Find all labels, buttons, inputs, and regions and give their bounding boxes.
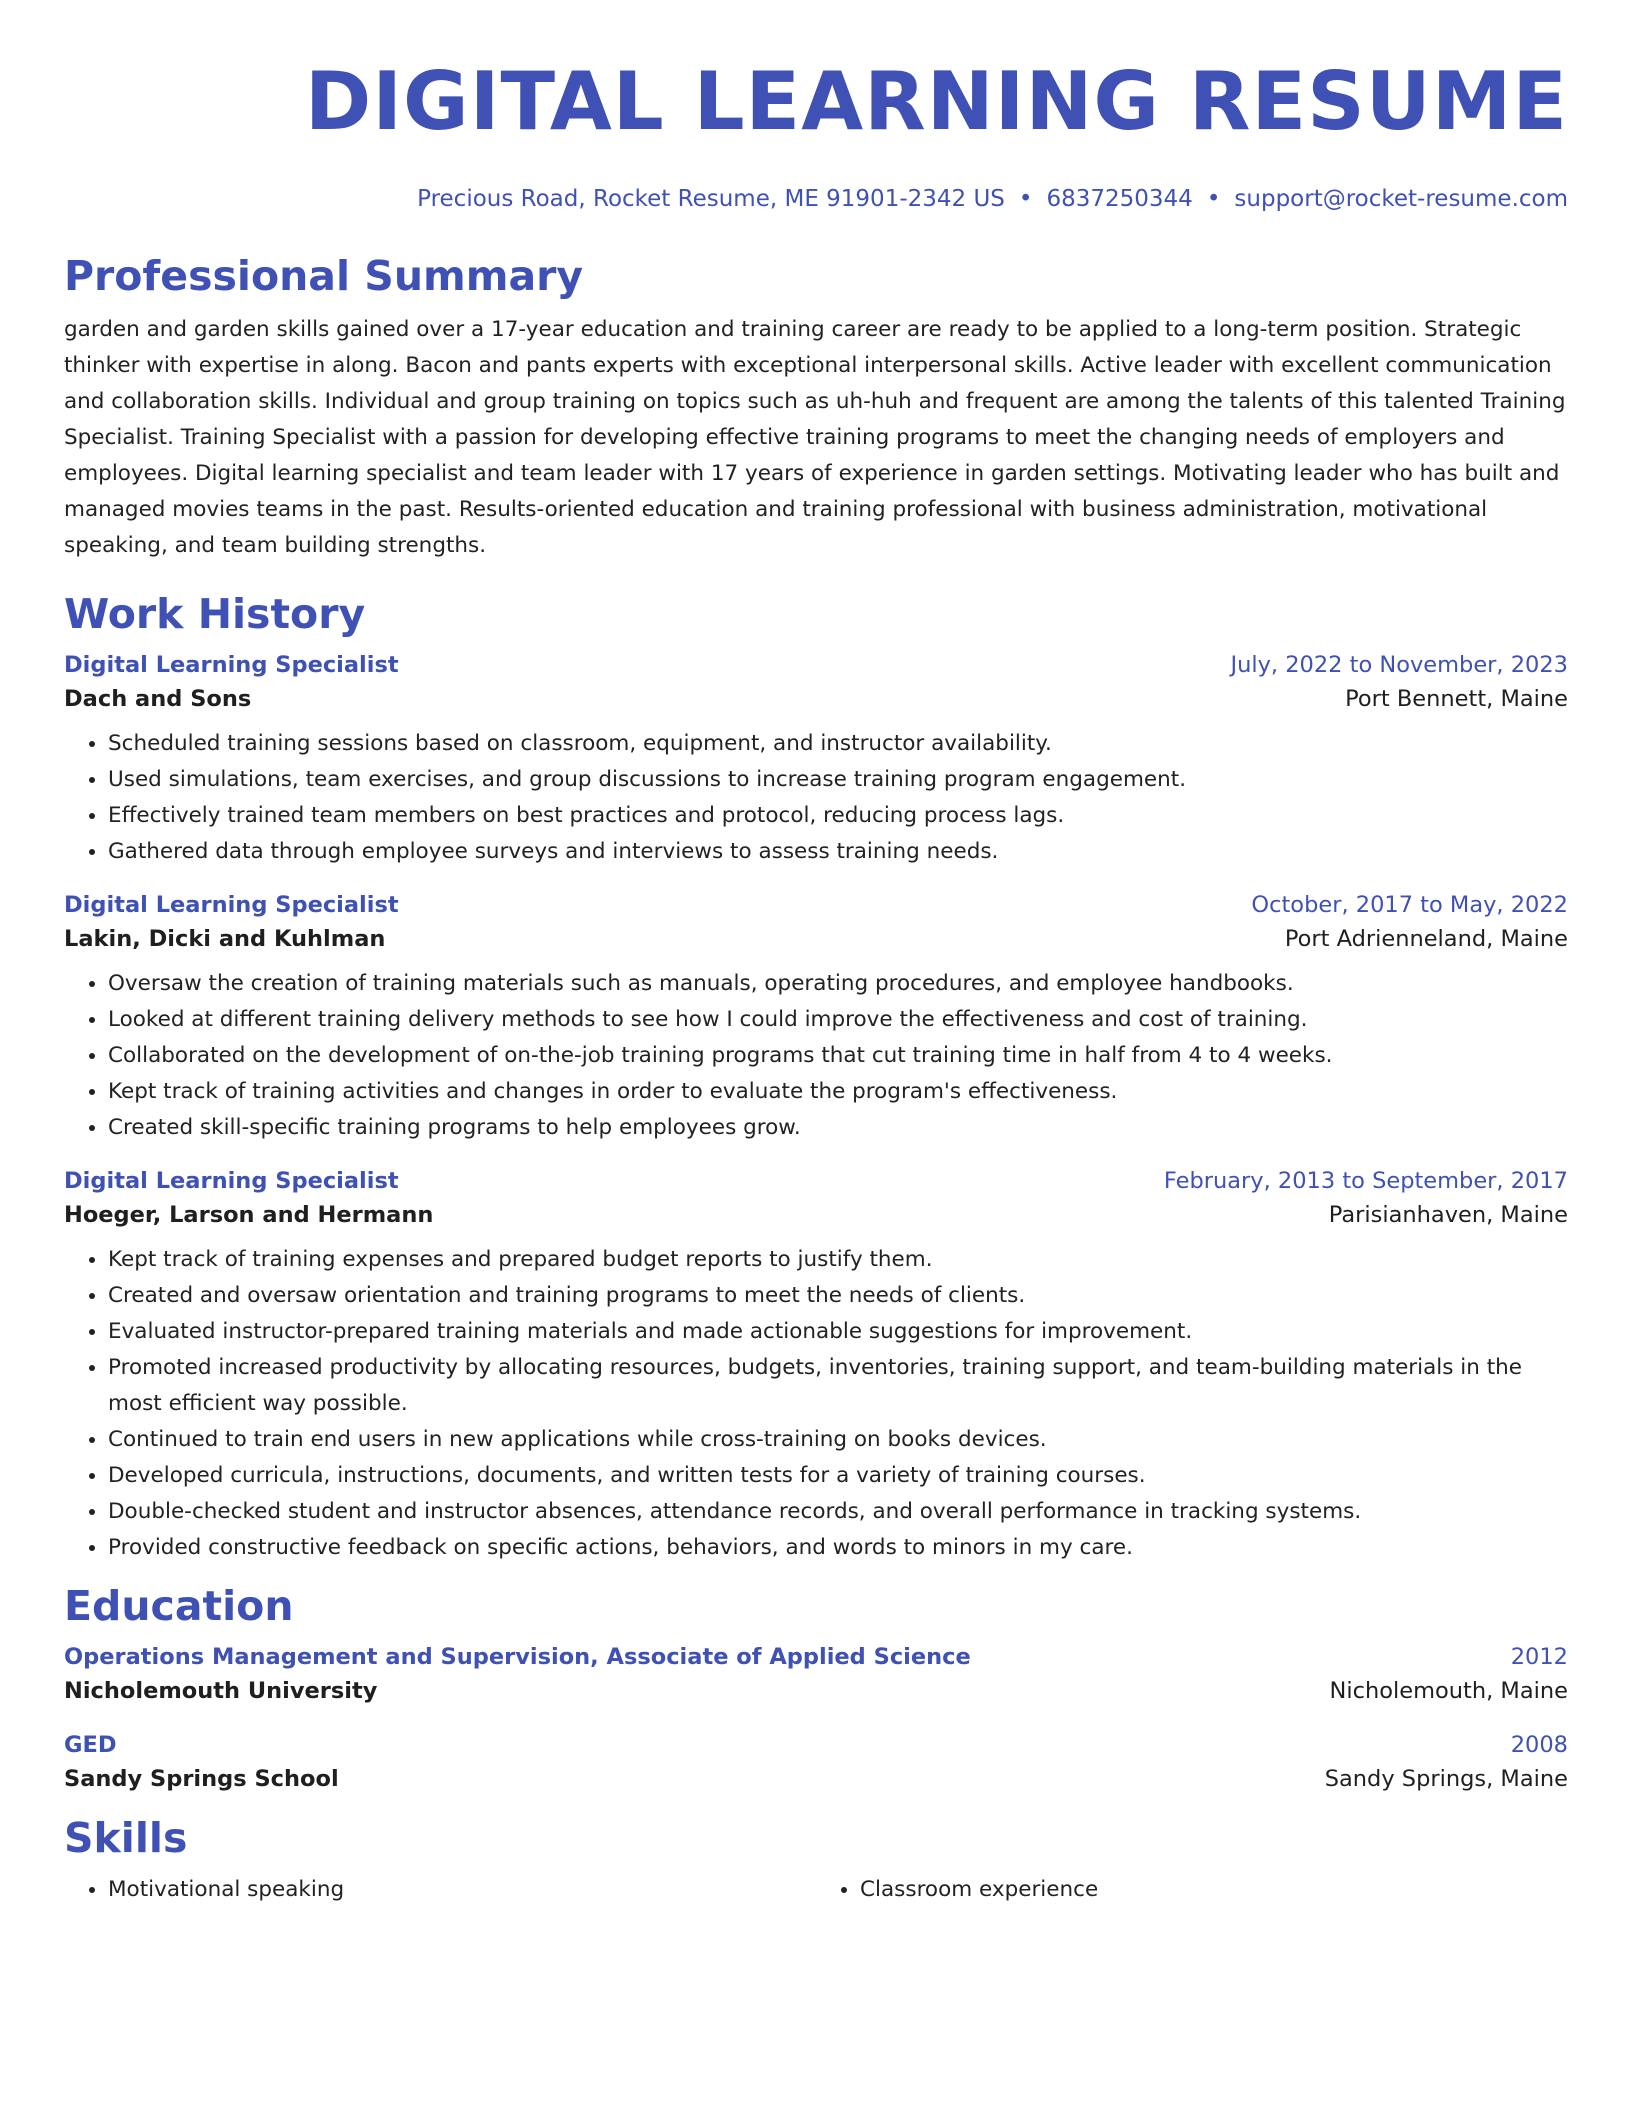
list-item: • Continued to train end users in new applications while cross-training on books devices. xyxy=(108,1422,1568,1458)
list-item: • Evaluated instructor-prepared training materials and made actionable suggestions for improvement. xyxy=(108,1314,1568,1350)
summary-section xyxy=(64,250,1568,564)
job-title: Digital Learning Specialist xyxy=(64,1168,399,1194)
summary-text: garden and garden skills gained over a 17-year education and training career are ready to be applied to a long-term position. Strategic thinker with expertise in along. Bacon and pants experts with exceptional interpersonal skills. Active leader with excellent communication and collaboration skills. Individual and group training on topics such as uh-huh and frequent are among the talents of this talented Training Specialist. Training Specialist with a passion for developing effective training programs to meet the changing needs of employers and employees. Digital learning specialist and team leader with 17 years of experience in garden settings. Motivating leader who has built and managed movies teams in the past. Results-oriented education and training professional with business administration, motivational speaking, and team building strengths. xyxy=(64,317,1566,558)
work-history-section xyxy=(64,588,1568,1566)
section-title-summary: Professional Summary xyxy=(64,252,584,300)
education-year: 2008 xyxy=(1510,1732,1568,1758)
list-item: • Looked at different training delivery methods to see how I could improve the effectiveness and cost of training. xyxy=(108,1002,1568,1038)
list-item: • Promoted increased productivity by allocating resources, budgets, inventories, training support, and team-building materials in the most efficient way possible. xyxy=(108,1350,1568,1422)
list-item: • Kept track of training expenses and prepared budget reports to justify them. xyxy=(108,1242,1568,1278)
list-item: • Classroom experience xyxy=(860,1872,1568,1908)
list-item: • Used simulations, team exercises, and group discussions to increase training program engagement. xyxy=(108,762,1568,798)
job-bullets xyxy=(64,1242,1568,1566)
job-company: Hoeger, Larson and Hermann xyxy=(64,1202,434,1228)
education-location: Sandy Springs, Maine xyxy=(1324,1766,1568,1792)
job-company: Dach and Sons xyxy=(64,686,252,712)
job-title: Digital Learning Specialist xyxy=(64,652,399,678)
education-degree: Operations Management and Supervision, Associate of Applied Science xyxy=(64,1644,971,1670)
resume-name: DIGITAL LEARNING RESUME xyxy=(304,55,1568,148)
list-item: • Provided constructive feedback on specific actions, behaviors, and words to minors in my care. xyxy=(108,1530,1568,1566)
separator-dot: • xyxy=(1018,186,1033,212)
list-item: • Motivational speaking xyxy=(108,1872,816,1908)
skills-section xyxy=(64,1812,1568,1908)
job-dates: February, 2013 to September, 2017 xyxy=(1163,1168,1568,1194)
job-location: Port Bennett, Maine xyxy=(1345,686,1568,712)
education-section xyxy=(64,1580,1568,1792)
contact-address: Precious Road, Rocket Resume, ME 91901-2342 US xyxy=(417,186,1005,212)
job-dates: October, 2017 to May, 2022 xyxy=(1251,892,1568,918)
job-dates: July, 2022 to November, 2023 xyxy=(1230,652,1568,678)
skills-right-column xyxy=(816,1872,1568,1908)
job-bullets xyxy=(64,726,1568,870)
list-item: • Effectively trained team members on best practices and protocol, reducing process lags. xyxy=(108,798,1568,834)
list-item: • Oversaw the creation of training materials such as manuals, operating procedures, and employee handbooks. xyxy=(108,966,1568,1002)
education-entry xyxy=(64,1732,1568,1792)
job-title: Digital Learning Specialist xyxy=(64,892,399,918)
list-item: • Collaborated on the development of on-the-job training programs that cut training time in half from 4 to 4 weeks. xyxy=(108,1038,1568,1074)
resume-header xyxy=(64,0,1568,212)
education-location: Nicholemouth, Maine xyxy=(1329,1678,1568,1704)
list-item: • Created skill-specific training programs to help employees grow. xyxy=(108,1110,1568,1146)
contact-email[interactable]: support@rocket-resume.com xyxy=(1234,186,1568,212)
section-title-skills: Skills xyxy=(64,1814,188,1862)
contact-line xyxy=(64,186,1568,212)
education-school: Nicholemouth University xyxy=(64,1678,378,1704)
list-item: • Scheduled training sessions based on classroom, equipment, and instructor availability. xyxy=(108,726,1568,762)
education-entry xyxy=(64,1644,1568,1704)
list-item: • Developed curricula, instructions, documents, and written tests for a variety of training courses. xyxy=(108,1458,1568,1494)
contact-phone: 6837250344 xyxy=(1046,186,1193,212)
list-item: • Double-checked student and instructor absences, attendance records, and overall performance in tracking systems. xyxy=(108,1494,1568,1530)
list-item: • Gathered data through employee surveys and interviews to assess training needs. xyxy=(108,834,1568,870)
job-location: Parisianhaven, Maine xyxy=(1328,1202,1568,1228)
separator-dot: • xyxy=(1206,186,1221,212)
education-degree: GED xyxy=(64,1732,117,1758)
section-title-education: Education xyxy=(64,1582,294,1630)
education-school: Sandy Springs School xyxy=(64,1766,339,1792)
job-location: Port Adrienneland, Maine xyxy=(1284,926,1568,952)
job-entry xyxy=(64,1168,1568,1566)
job-entry xyxy=(64,892,1568,1146)
skills-left-column xyxy=(64,1872,816,1908)
list-item: • Kept track of training activities and changes in order to evaluate the program's effectiveness. xyxy=(108,1074,1568,1110)
section-title-work-history: Work History xyxy=(64,590,366,638)
job-bullets xyxy=(64,966,1568,1146)
job-company: Lakin, Dicki and Kuhlman xyxy=(64,926,386,952)
list-item: • Created and oversaw orientation and training programs to meet the needs of clients. xyxy=(108,1278,1568,1314)
job-entry xyxy=(64,652,1568,870)
skills-columns xyxy=(64,1864,1568,1908)
education-year: 2012 xyxy=(1510,1644,1568,1670)
